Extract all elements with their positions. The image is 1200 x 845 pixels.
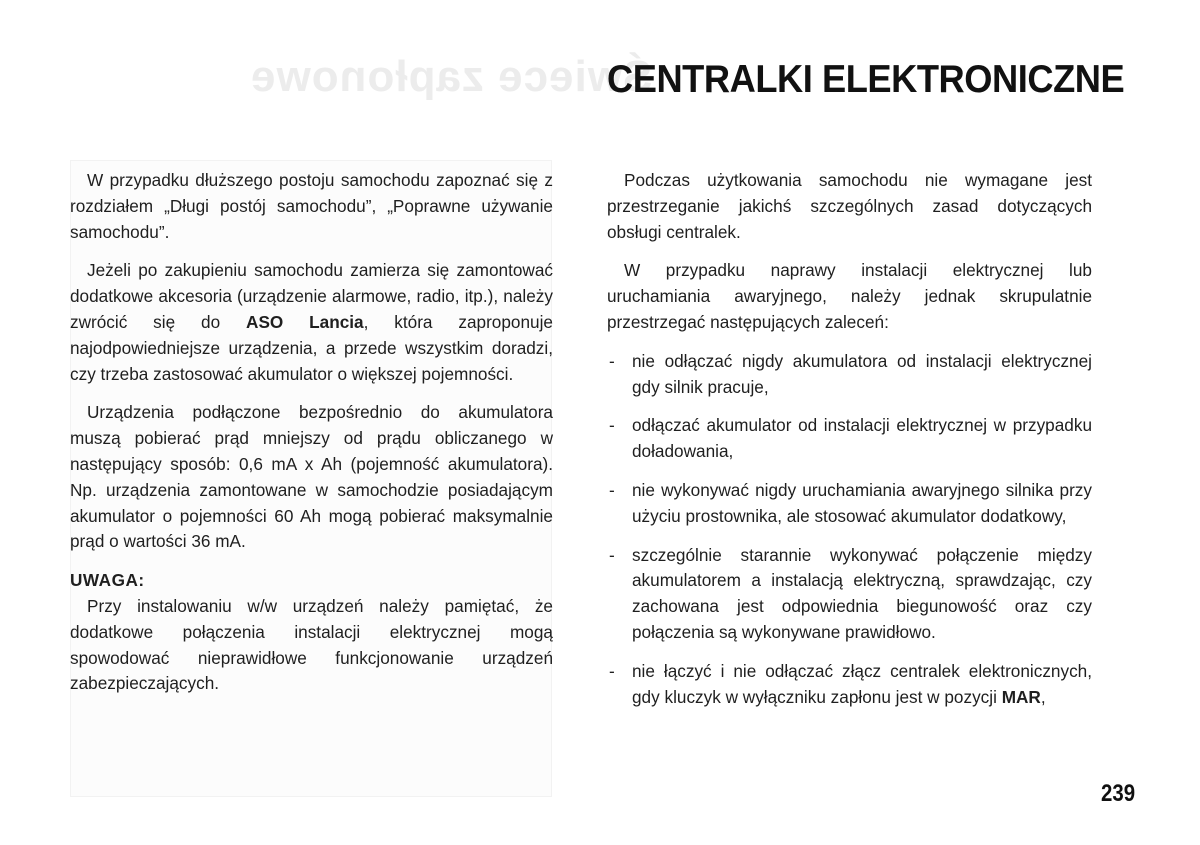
list-item-end: , xyxy=(1040,686,1046,707)
note-label: UWAGA: xyxy=(70,570,145,591)
section-heading: CENTRALKI ELEKTRONICZNE xyxy=(607,58,1125,101)
accessories-text-b: , która zaproponuje najodpowiedniejsze urządzenia, a przede wszystkim doradzi, czy trzeba zastosować akumulator o większej pojemności. xyxy=(70,311,553,384)
paragraph-long-storage: W przypadku dłuższego postoju samochodu zapoznać się z rozdziałem „Długi postój samochodu”, „Poprawne używanie samochodu”. xyxy=(70,170,553,242)
list-item-text: nie łączyć i nie odłączać złącz centralek elektronicznych, gdy kluczyk w wyłączniku zapłonu jest w pozycji xyxy=(632,660,1092,707)
page-number: 239 xyxy=(1101,780,1136,807)
right-column xyxy=(607,168,1092,723)
list-item xyxy=(607,659,1092,711)
ignition-position-key: MAR xyxy=(1001,686,1041,707)
list-item: - nie wykonywać nigdy uruchamiania awaryjnego silnika przy użyciu prostownika, ale stosować akumulator dodatkowy, xyxy=(607,478,1092,530)
list-item: - szczególnie starannie wykonywać połączenie między akumulatorem a instalacją elektryczną, sprawdzając, czy zachowana jest odpowiednia biegunowość oraz czy połączenia są wykonywane prawidłowo. xyxy=(607,543,1092,646)
paragraph-usage: Podczas użytkowania samochodu nie wymagane jest przestrzeganie jakichś szczególnych zasad dotyczących obsługi centralek. xyxy=(607,170,1092,242)
list-item: - nie odłączać nigdy akumulatora od instalacji elektrycznej gdy silnik pracuje, xyxy=(607,349,1092,401)
accessories-text-a: Jeżeli po zakupieniu samochodu zamierza się zamontować dodatkowe akcesoria (urządzenie alarmowe, radio, itp.), należy zwrócić się do xyxy=(70,260,553,332)
left-column xyxy=(70,168,553,710)
paragraph-current-draw: Urządzenia podłączone bezpośrednio do akumulatora muszą pobierać prąd mniejszy od prądu obliczanego w następujący sposób: 0,6 mA x Ah (pojemność akumulatora). Np. urządzenia zamontowane w samochodzie posiadającym akumulator o pojemności 60 Ah mogą pobierać maksymalnie prąd o wartości 36 mA. xyxy=(70,402,553,552)
paragraph-accessories xyxy=(70,258,553,387)
brand-name: ASO Lancia xyxy=(246,311,364,332)
note-text: Przy instalowaniu w/w urządzeń należy pamiętać, że dodatkowe połączenia instalacji elektrycznej mogą spowodować nieprawidłowe funkcjonowanie urządzeń zabezpieczających. xyxy=(70,595,553,694)
list-item: - odłączać akumulator od instalacji elektrycznej w przypadku doładowania, xyxy=(607,413,1092,465)
paragraph-repair: W przypadku naprawy instalacji elektrycznej lub uruchamiania awaryjnego, należy jednak skrupulatnie przestrzegać następujących zaleceń: xyxy=(607,260,1092,332)
recommendations-list xyxy=(607,349,1092,711)
bleed-through-title: Świece zapłonowe xyxy=(250,52,653,101)
